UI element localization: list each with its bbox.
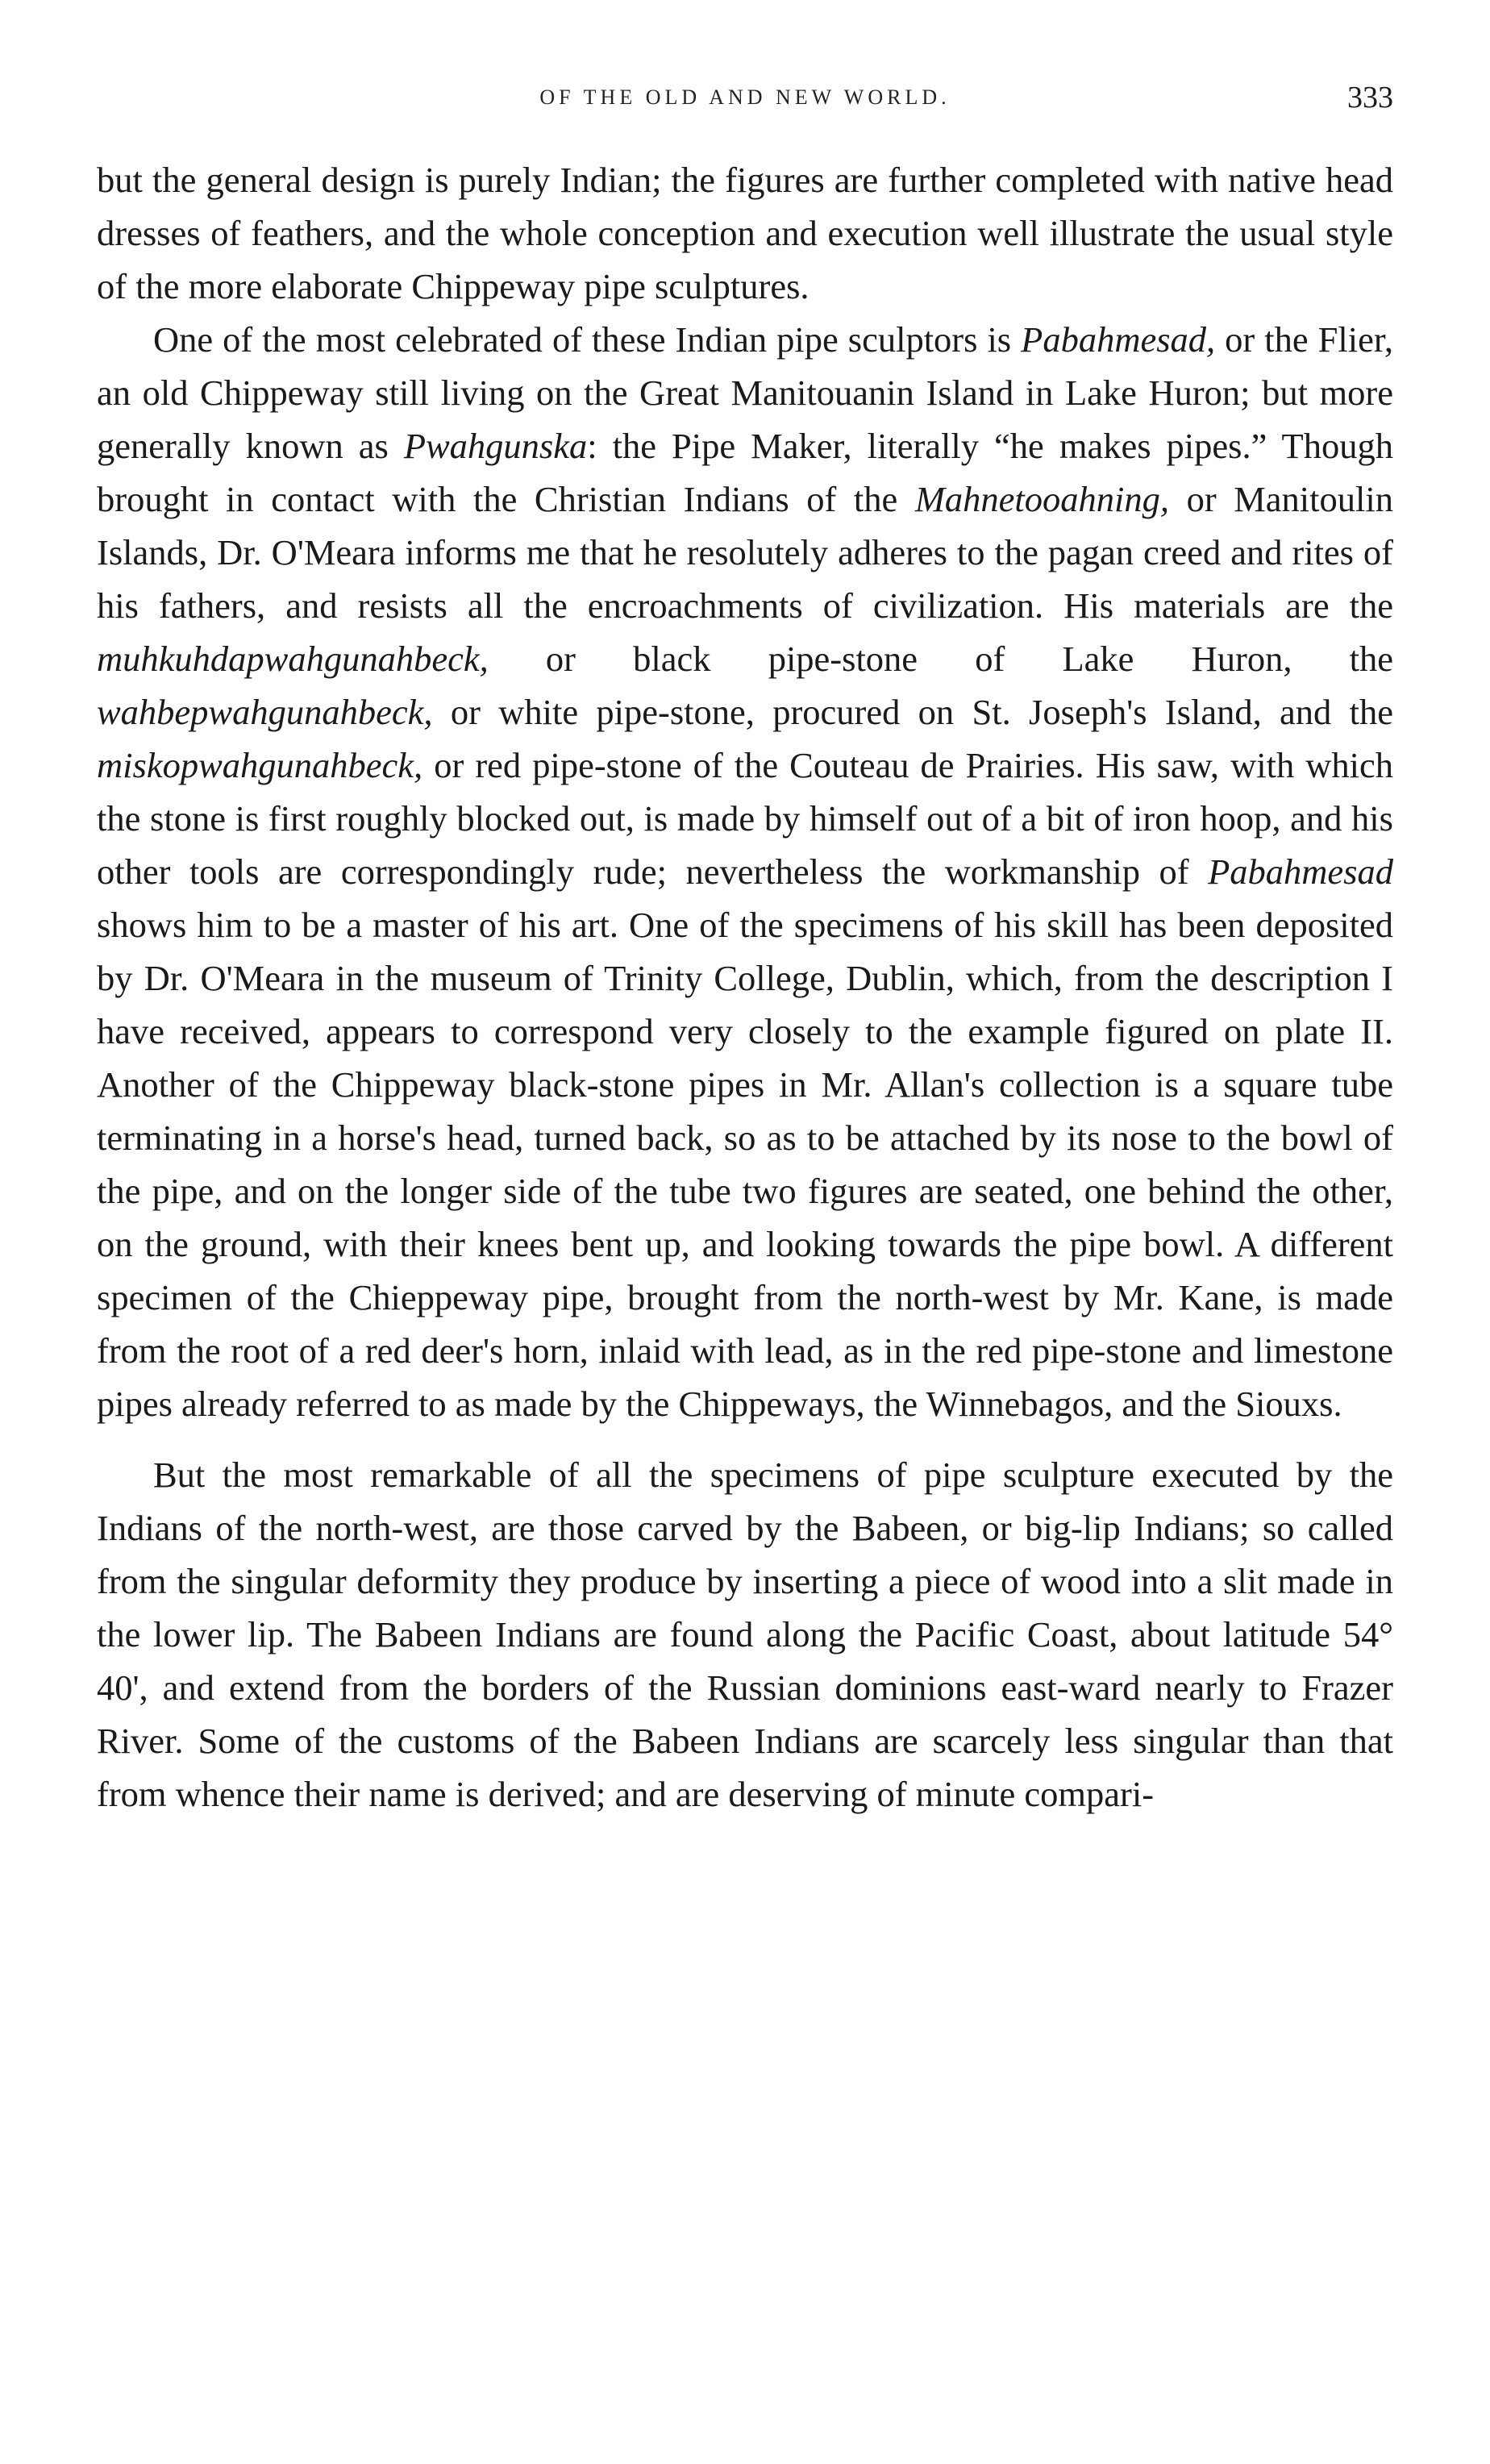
text-run: or the Flier, an old Chippeway still living on the Great Manitouanin Island in Lake Huron; but more generally known as: [97, 319, 1393, 466]
paragraph: [97, 1448, 1393, 1821]
running-head: [97, 77, 1393, 118]
text-run: or red pipe-stone of the Couteau de Prairies. His saw, with which the stone is first roughly blocked out, is made by himself out of a bit of iron hoop, and his other tools are correspondingly rude; nevertheless the workmanship of: [97, 745, 1393, 892]
running-title: OF THE OLD AND NEW WORLD.: [539, 85, 951, 109]
paragraph: [97, 153, 1393, 313]
paragraph: [97, 313, 1393, 1430]
body-text: [97, 153, 1393, 1821]
italic-term: Pabahmesad: [1208, 851, 1393, 892]
text-run: or white pipe-stone, procured on St. Joseph's Island, and the: [432, 692, 1393, 732]
italic-term: Mahnetooahning,: [914, 479, 1169, 519]
text-run: shows him to be a master of his art. One of the specimens of his skill has been deposited by Dr. O'Meara in the museum of Trinity College, Dublin, which, from the description I have received, appears to correspond very closely to the example figured on plate II. Another of the Chippeway black-stone pipes in Mr. Allan's collection is a square tube terminating in a horse's head, turned back, so as to be attached by its nose to the bowl of the pipe, and on the longer side of the tube two figures are seated, one behind the other, on the ground, with their knees bent up, and looking towards the pipe bowl. A different specimen of the Chieppeway pipe, brought from the north-west by Mr. Kane, is made from the root of a red deer's horn, inlaid with lead, as in the red pipe-stone and limestone pipes already referred to as made by the Chippeways, the Winnebagos, and the Siouxs.: [97, 905, 1393, 1424]
text-run: or black pipe-stone of Lake Huron, the: [488, 639, 1393, 679]
text-run: One of the most celebrated of these Indian pipe sculptors is: [153, 319, 1022, 360]
text-run: but the general design is purely Indian; the figures are further completed with native head dresses of feathers, and the whole conception and execution well illustrate the usual style of the more elaborate Chippeway pipe sculptures.: [97, 160, 1393, 306]
italic-term: wahbepwahgunahbeck,: [97, 692, 433, 732]
page-number: 333: [1347, 81, 1393, 114]
text-run: : the Pipe Maker, literally “he makes pipes.” Though brought in contact with the Christian Indians of the: [97, 426, 1393, 519]
italic-term: muhkuhdapwahgunahbeck,: [97, 639, 489, 679]
italic-term: Pwahgunska: [403, 426, 588, 466]
text-run: But the most remarkable of all the specimens of pipe sculpture executed by the Indians of the north-west, are those carved by the Babeen, or big-lip Indians; so called from the singular deformity they produce by inserting a piece of wood into a slit made in the lower lip. The Babeen Indians are found along the Pacific Coast, about latitude 54° 40', and extend from the borders of the Russian dominions east-ward nearly to Frazer River. Some of the customs of the Babeen Indians are scarcely less singular than that from whence their name is derived; and are deserving of minute compari-: [97, 1455, 1393, 1814]
text-run: or Manitoulin Islands, Dr. O'Meara informs me that he resolutely adheres to the pagan creed and rites of his fathers, and resists all the encroachments of civilization. His materials are the: [97, 479, 1393, 626]
italic-term: Pabahmesad,: [1021, 319, 1216, 360]
italic-term: miskopwahgunahbeck,: [97, 745, 423, 785]
